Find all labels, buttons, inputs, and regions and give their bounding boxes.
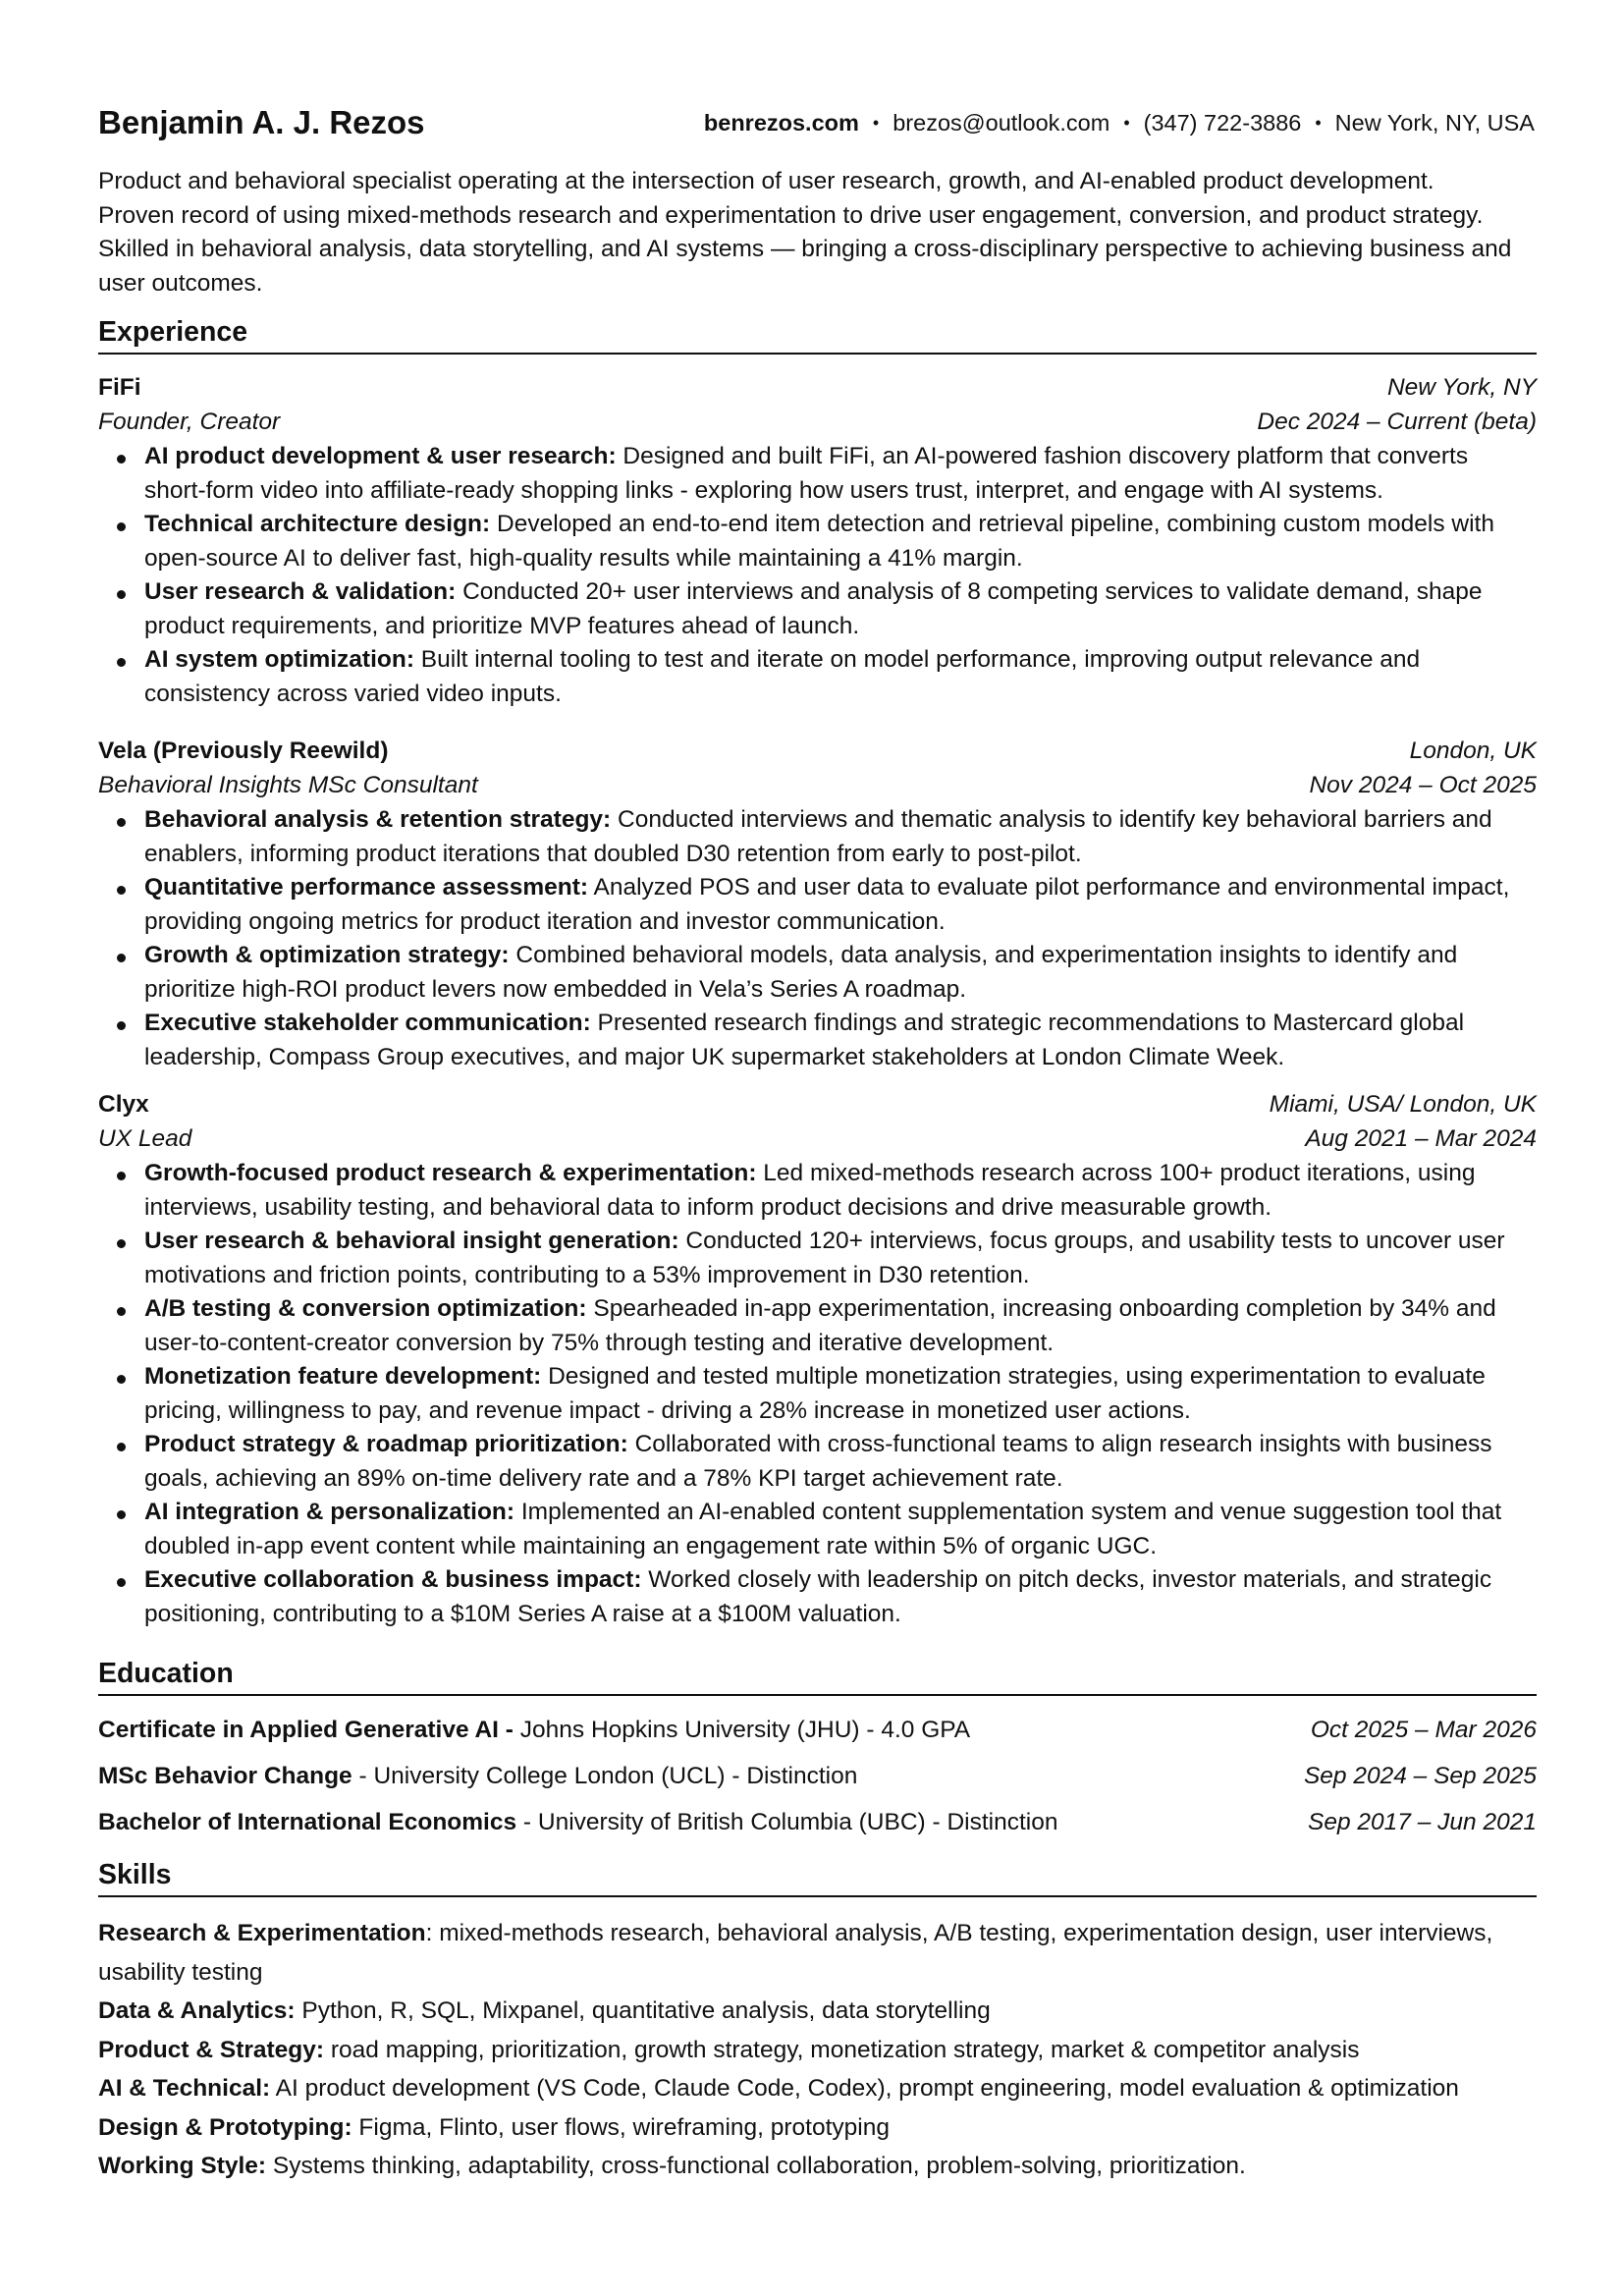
degree-detail: - University of British Columbia (UBC) - Distinction bbox=[516, 1808, 1058, 1835]
bullet-label: AI product development & user research: bbox=[144, 443, 617, 469]
skill-category: Data & Analytics: bbox=[98, 1997, 296, 2024]
skill-category: Design & Prototyping: bbox=[98, 2113, 352, 2141]
bullet-text: Analyzed POS and user data to evaluate pilot performance and environmental impact, providing ongoing metrics for product iteration and investor communication. bbox=[144, 874, 1510, 935]
bullet-text: Spearheaded in-app experimentation, increasing onboarding completion by 34% and user-to-content-creator conversion by 75% through testing and iterative development. bbox=[144, 1295, 1496, 1356]
skill-items: road mapping, prioritization, growth strategy, monetization strategy, market & competitor analysis bbox=[324, 2036, 1360, 2063]
bullet-label: Executive collaboration & business impact: bbox=[144, 1566, 642, 1593]
job-header bbox=[98, 735, 1537, 802]
degree-detail: - University College London (UCL) - Distinction bbox=[352, 1762, 858, 1789]
degree-name: Bachelor of International Economics bbox=[98, 1808, 517, 1835]
job-role: Behavioral Insights MSc Consultant bbox=[98, 771, 478, 798]
bullet-text: Presented research findings and strategic recommendations to Mastercard global leadership, Compass Group executives, and major UK supermarket stakeholders at London Climate Week. bbox=[144, 1010, 1465, 1070]
bullet-item bbox=[98, 871, 1535, 939]
resume-header bbox=[98, 98, 1535, 147]
job-dates: Dec 2024 – Current (beta) bbox=[1257, 408, 1537, 435]
skill-line bbox=[98, 2031, 1515, 2070]
bullet-item bbox=[98, 939, 1535, 1007]
company-name: Clyx bbox=[98, 1091, 149, 1118]
bullet-item bbox=[98, 1007, 1535, 1074]
bullet-item bbox=[98, 1292, 1535, 1360]
degree-detail: Johns Hopkins University (JHU) - 4.0 GPA bbox=[513, 1716, 971, 1743]
skill-line bbox=[98, 2147, 1515, 2186]
skill-category: AI & Technical: bbox=[98, 2075, 271, 2102]
job-location: London, UK bbox=[1409, 738, 1537, 764]
bullet-label: Quantitative performance assessment: bbox=[144, 874, 589, 901]
bullet-text: Designed and tested multiple monetization strategies, using experimentation to evaluate pricing, willingness to pay, and revenue impact - driving a 28% increase in monetized user actions. bbox=[144, 1363, 1486, 1424]
company-name: Vela (Previously Reewild) bbox=[98, 738, 389, 764]
skill-category: Research & Experimentation bbox=[98, 1920, 426, 1946]
bullet-label: A/B testing & conversion optimization: bbox=[144, 1295, 587, 1322]
bullet-item bbox=[98, 1428, 1535, 1496]
section-title-education: Education bbox=[98, 1658, 1537, 1696]
bullet-text: Combined behavioral models, data analysis, and experimentation insights to identify and prioritize high-ROI product levers now embedded in Vela’s Series A roadmap. bbox=[144, 942, 1458, 1003]
company-name: FiFi bbox=[98, 374, 141, 401]
bullet-item bbox=[98, 643, 1535, 711]
bullet-text: Collaborated with cross-functional teams to align research insights with business goals, achieving an 89% on-time delivery rate and a 78% KPI target achievement rate. bbox=[144, 1431, 1492, 1492]
website-link[interactable]: benrezos.com bbox=[703, 109, 859, 136]
job-header bbox=[98, 371, 1537, 439]
bullet-label: AI system optimization: bbox=[144, 646, 414, 673]
job-header bbox=[98, 1088, 1537, 1156]
phone-number: (347) 722-3886 bbox=[1143, 109, 1302, 136]
bullet-text: Designed and built FiFi, an AI-powered fashion discovery platform that converts short-form video into affiliate-ready shopping links - exploring how users trust, interpret, and engage with AI systems. bbox=[144, 443, 1469, 504]
job-dates: Nov 2024 – Oct 2025 bbox=[1309, 771, 1537, 798]
email-link[interactable]: brezos@outlook.com bbox=[893, 109, 1110, 136]
education-dates: Sep 2017 – Jun 2021 bbox=[1308, 1808, 1537, 1835]
bullet-label: Technical architecture design: bbox=[144, 511, 491, 537]
education-entry bbox=[98, 1707, 1537, 1753]
bullet-item bbox=[98, 508, 1535, 575]
candidate-name: Benjamin A. J. Rezos bbox=[98, 104, 425, 140]
skill-category: Product & Strategy: bbox=[98, 2036, 325, 2063]
job-role: UX Lead bbox=[98, 1124, 192, 1152]
contact-line bbox=[704, 110, 1535, 137]
bullet-label: Product strategy & roadmap prioritization: bbox=[144, 1431, 628, 1457]
bullet-item bbox=[98, 1496, 1535, 1563]
bullet-text: Conducted interviews and thematic analysis to identify key behavioral barriers and enablers, informing product iterations that doubled D30 retention from early to post-pilot. bbox=[144, 806, 1492, 867]
bullet-label: User research & behavioral insight generation: bbox=[144, 1228, 679, 1254]
bullet-text: Led mixed-methods research across 100+ product iterations, using interviews, usability testing, and behavioral data to inform product decisions and drive measurable growth. bbox=[144, 1160, 1476, 1221]
education-dates: Sep 2024 – Sep 2025 bbox=[1303, 1762, 1537, 1789]
bullet-item bbox=[98, 803, 1535, 871]
bullet-label: Growth-focused product research & experimentation: bbox=[144, 1160, 757, 1186]
skill-items: : mixed-methods research, behavioral analysis, A/B testing, experimentation design, user interviews, usability testing bbox=[98, 1920, 1493, 1986]
bullet-label: Monetization feature development: bbox=[144, 1363, 542, 1390]
job-location: New York, NY bbox=[1386, 374, 1537, 401]
bullet-text: Conducted 20+ user interviews and analysis of 8 competing services to validate demand, shape product requirements, and prioritize MVP features ahead of launch. bbox=[144, 578, 1483, 639]
separator-dot: • bbox=[872, 112, 880, 133]
bullet-label: Growth & optimization strategy: bbox=[144, 942, 510, 968]
education-entry bbox=[98, 1753, 1537, 1799]
bullet-text: Built internal tooling to test and iterate on model performance, improving output relevance and consistency across varied video inputs. bbox=[144, 646, 1421, 707]
job-location: Miami, USA/ London, UK bbox=[1269, 1091, 1537, 1118]
bullet-label: User research & validation: bbox=[144, 578, 457, 605]
bullet-text: Implemented an AI-enabled content supplementation system and venue suggestion tool that doubled in-app event content while maintaining an engagement rate within 5% of organic UGC. bbox=[144, 1499, 1502, 1559]
skill-items: Figma, Flinto, user flows, wireframing, prototyping bbox=[352, 2113, 890, 2141]
education-entry bbox=[98, 1799, 1537, 1845]
professional-summary: Product and behavioral specialist operating at the intersection of user research, growth, and AI-enabled product development. Proven record of using mixed-methods research and experimentation to drive user engagement, conversion, and product strategy. Skilled in behavioral analysis, data storytelling, and AI systems — bringing a cross-disciplinary perspective to achieving business and user outcomes. bbox=[98, 168, 1512, 297]
skill-items: Python, R, SQL, Mixpanel, quantitative analysis, data storytelling bbox=[295, 1997, 991, 2024]
bullet-item bbox=[98, 1225, 1535, 1292]
skills-list bbox=[98, 1914, 1515, 2186]
skill-items: Systems thinking, adaptability, cross-functional collaboration, problem-solving, prioritization. bbox=[266, 2153, 1246, 2179]
bullet-text: Worked closely with leadership on pitch decks, investor materials, and strategic positioning, contributing to a $10M Series A raise at a $100M valuation. bbox=[144, 1566, 1492, 1627]
job-bullets bbox=[98, 440, 1535, 711]
bullet-text: Developed an end-to-end item detection and retrieval pipeline, combining custom models with open-source AI to deliver fast, high-quality results while maintaining a 41% margin. bbox=[144, 511, 1494, 572]
location: New York, NY, USA bbox=[1334, 109, 1535, 136]
section-title-experience: Experience bbox=[98, 316, 1537, 355]
bullet-item bbox=[98, 1563, 1535, 1631]
skill-line bbox=[98, 2069, 1515, 2108]
job-dates: Aug 2021 – Mar 2024 bbox=[1305, 1124, 1537, 1152]
bullet-item bbox=[98, 440, 1535, 508]
job-bullets bbox=[98, 803, 1535, 1074]
bullet-label: Executive stakeholder communication: bbox=[144, 1010, 591, 1036]
skill-category: Working Style: bbox=[98, 2153, 267, 2179]
bullet-label: Behavioral analysis & retention strategy: bbox=[144, 806, 612, 833]
separator-dot: • bbox=[1123, 112, 1130, 133]
separator-dot: • bbox=[1315, 112, 1322, 133]
skill-line bbox=[98, 2108, 1515, 2148]
skill-line bbox=[98, 1992, 1515, 2031]
bullet-label: AI integration & personalization: bbox=[144, 1499, 515, 1525]
job-bullets bbox=[98, 1157, 1535, 1631]
degree-name: MSc Behavior Change bbox=[98, 1762, 352, 1789]
job-role: Founder, Creator bbox=[98, 408, 281, 435]
bullet-item bbox=[98, 1157, 1535, 1225]
bullet-item bbox=[98, 1360, 1535, 1428]
skill-line bbox=[98, 1914, 1515, 1992]
education-dates: Oct 2025 – Mar 2026 bbox=[1310, 1716, 1537, 1743]
degree-name: Certificate in Applied Generative AI - bbox=[98, 1716, 514, 1743]
skill-items: AI product development (VS Code, Claude Code, Codex), prompt engineering, model evaluation & optimization bbox=[270, 2075, 1459, 2102]
education-list bbox=[98, 1707, 1537, 1845]
bullet-item bbox=[98, 575, 1535, 643]
section-title-skills: Skills bbox=[98, 1859, 1537, 1897]
bullet-text: Conducted 120+ interviews, focus groups, and usability tests to uncover user motivations and friction points, contributing to a 53% improvement in D30 retention. bbox=[144, 1228, 1505, 1288]
